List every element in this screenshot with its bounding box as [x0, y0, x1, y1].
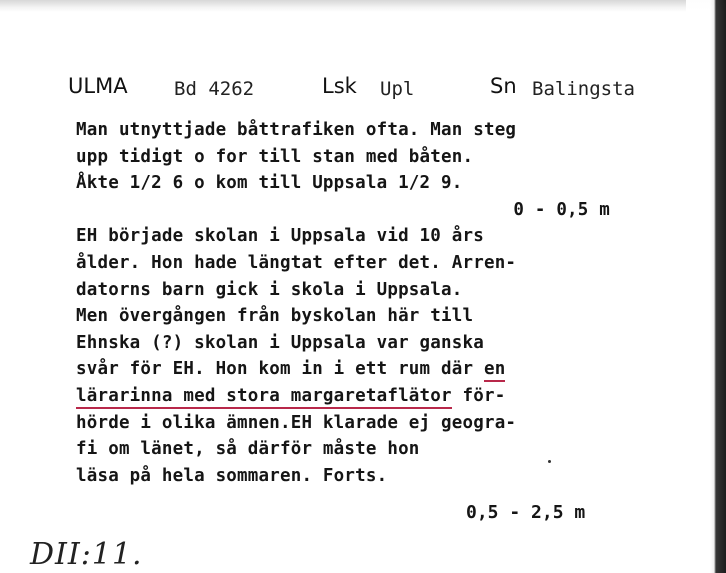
- time-range-1: 0 - 0,5 m: [513, 199, 610, 220]
- handwritten-reference: DII:11.: [30, 537, 143, 572]
- underlined-phrase: lärarinna med stora margaretaflätor: [76, 386, 452, 409]
- text-segment: svår för EH. Hon kom in i ett rum där: [76, 359, 484, 380]
- text-line: fi om länet, så därför måste hon: [76, 439, 420, 460]
- underlined-word: en: [484, 359, 505, 382]
- ink-dot: [548, 460, 551, 463]
- text-line-with-underline: [76, 356, 666, 383]
- text-line: Men övergången från byskolan här till: [76, 306, 474, 327]
- scan-shadow-right: [686, 0, 726, 573]
- lsk-label: Lsk: [322, 74, 357, 98]
- lsk-value: Upl: [380, 78, 415, 100]
- text-line: upp tidigt o for till stan med båten.: [76, 146, 474, 167]
- text-line: Ehnska (?) skolan i Uppsala var ganska: [76, 332, 484, 353]
- volume-number: Bd 4262: [174, 78, 255, 100]
- text-line: ålder. Hon hade längtat efter det. Arren-: [76, 252, 517, 273]
- text-line: Åkte 1/2 6 o kom till Uppsala 1/2 9.: [76, 173, 463, 194]
- transcript-body: [76, 117, 666, 489]
- card-header: [0, 74, 695, 104]
- text-line: läsa på hela sommaren. Forts.: [76, 465, 388, 486]
- sn-label: Sn: [490, 74, 517, 98]
- text-line: hörde i olika ämnen.EH klarade ej geogra-: [76, 412, 517, 433]
- archive-code: ULMA: [68, 74, 128, 98]
- text-segment: för-: [451, 385, 506, 406]
- text-line: datorns barn gick i skola i Uppsala.: [76, 279, 463, 300]
- text-line: EH började skolan i Uppsala vid 10 års: [76, 226, 484, 247]
- time-range-2: 0,5 - 2,5 m: [466, 502, 586, 523]
- text-line-with-underline: [76, 383, 666, 410]
- text-line: Man utnyttjade båttrafiken ofta. Man steg: [76, 120, 517, 140]
- sn-value: Balingsta: [532, 78, 635, 100]
- scan-shadow-top: [0, 0, 726, 12]
